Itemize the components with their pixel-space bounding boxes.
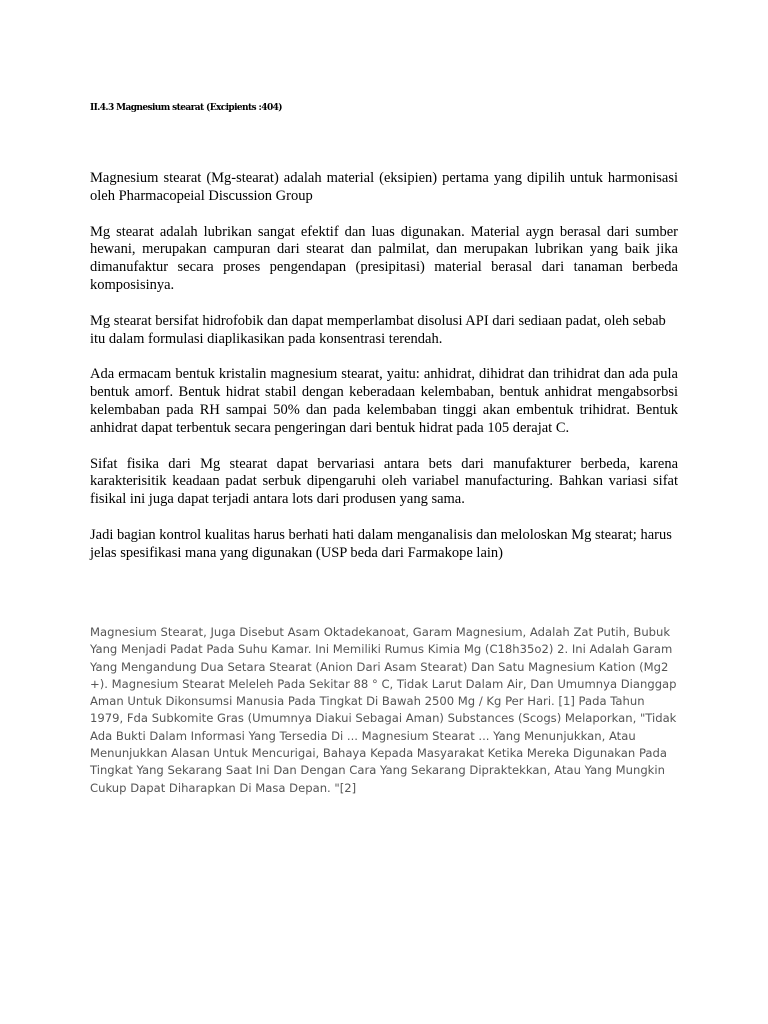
paragraph-crystalline-forms: Ada ermacam bentuk kristalin magnesium stearat, yaitu: anhidrat, dihidrat dan trihidrat dan ada pula bentuk amorf. Bentuk hidrat stabil dengan keberadaan kelembaban, bentuk anhidrat mengabsorbsi kelembaban pada RH sampai 50% dan pada kelembaban tinggi akan embentuk trihidrat. Bentuk anhidrat dapat terbentuk secara pengeringan dari bentuk hidrat pada 105 derajat C. [90,366,678,436]
paragraph-hydrophobic: Mg stearat bersifat hidrofobik dan dapat memperlambat disolusi API dari sediaan padat, oleh sebab itu dalam formulasi diaplikasikan pada konsentrasi terendah. [90,312,666,347]
summary-paragraph: Magnesium Stearat, Juga Disebut Asam Oktadekanoat, Garam Magnesium, Adalah Zat Putih, Bubuk Yang Menjadi Padat Pada Suhu Kamar. Ini Memiliki Rumus Kimia Mg (C18h35o2) 2. Ini Adalah Garam Yang Mengandung Dua Setara Stearat (Anion Dari Asam Stearat) Dan Satu Magnesium Kation (Mg2 +). Magnesium Stearat Meleleh Pada Sekitar 88 ° C, Tidak Larut Dalam Air, Dan Umumnya Dianggap Aman Untuk Dikonsumsi Manusia Pada Tingkat Di Bawah 2500 Mg / Kg Per Hari. [1] Pada Tahun 1979, Fda Subkomite Gras (Umumnya Diakui Sebagai Aman) Substances (Scogs) Melaporkan, "Tidak Ada Bukti Dalam Informasi Yang Tersedia Di ... Magnesium Stearat ... Yang Menunjukkan, Atau Menunjukkan Alasan Untuk Mencurigai, Bahaya Kepada Masyarakat Ketika Mereka Digunakan Pada Tingkat Yang Sekarang Saat Ini Dan Dengan Cara Yang Sekarang Dipraktekkan, Atau Yang Mungkin Cukup Dapat Diharapkan Di Masa Depan. "[2] [90,625,677,795]
paragraph-quality-control: Jadi bagian kontrol kualitas harus berhati hati dalam menganalisis dan meloloskan Mg stearat; harus jelas spesifikasi mana yang digunakan (USP beda dari Farmakope lain) [90,526,672,561]
paragraph-harmonization: Magnesium stearat (Mg-stearat) adalah material (eksipien) pertama yang dipilih untuk harmonisasi oleh Pharmacopeial Discussion Group [90,170,678,204]
document-body [90,170,678,581]
paragraph-physical-properties: Sifat fisika dari Mg stearat dapat bervariasi antara bets dari manufakturer berbeda, karena karakterisitik keadaan padat serbuk dipengaruhi oleh variabel manufacturing. Bahkan variasi sifat fisikal ini juga dapat terjadi antara lots dari produsen yang sama. [90,455,678,508]
section-heading: II.4.3 Magnesium stearat (Excipients :404) [90,103,282,113]
paragraph-lubricant: Mg stearat adalah lubrikan sangat efektif dan luas digunakan. Material aygn berasal dari sumber hewani, merupakan campuran dari stearat dan palmilat, dan merupakan lubrikan yang baik jika dimanufaktur secara proses pengendapan (presipitasi) material berasal dari tanaman berbeda komposisinya. [90,223,678,293]
